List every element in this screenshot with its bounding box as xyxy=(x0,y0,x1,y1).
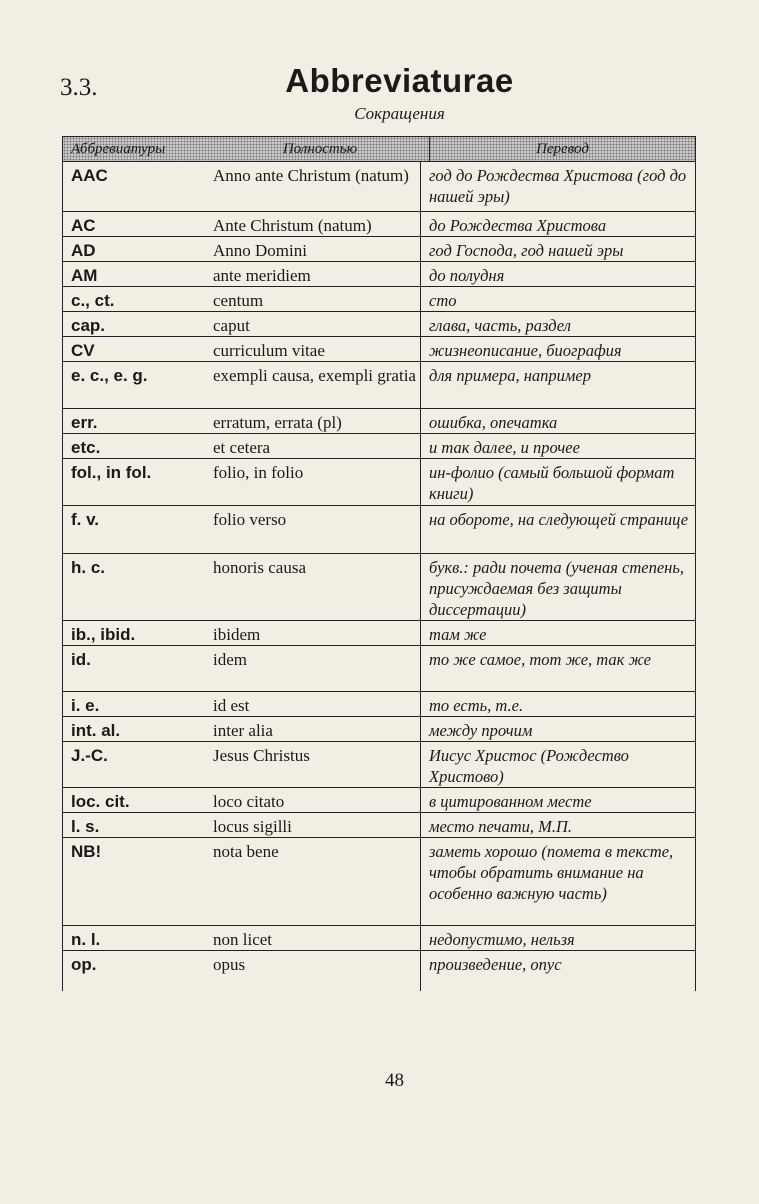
table-row xyxy=(63,459,695,506)
abbreviation-cell: AC xyxy=(71,216,96,235)
table-row xyxy=(63,506,695,554)
full-form-cell: nota bene xyxy=(203,838,421,925)
abbreviation-cell: AAC xyxy=(71,166,108,185)
header-full-form: Полностью xyxy=(211,137,430,161)
table-row xyxy=(63,742,695,788)
translation-cell: сто xyxy=(429,291,457,310)
page-title: Abbreviaturae xyxy=(285,62,514,99)
full-form-cell: idem xyxy=(203,646,421,691)
full-form-cell: honoris causa xyxy=(203,554,421,620)
abbreviation-cell: h. c. xyxy=(71,558,106,577)
header-translation: Перевод xyxy=(536,141,589,157)
translation-cell: ошибка, опечатка xyxy=(429,413,558,432)
full-form-cell: Jesus Christus xyxy=(203,742,421,787)
table-row xyxy=(63,646,695,692)
translation-cell: то же самое, тот же, так же xyxy=(429,650,651,669)
abbreviation-cell: i. e. xyxy=(71,696,100,715)
translation-cell: год до Рождества Христова (год до нашей эры) xyxy=(429,166,687,206)
translation-cell: глава, часть, раздел xyxy=(429,316,571,335)
translation-cell: жизнеописание, биография xyxy=(429,341,622,360)
header-abbreviations: Аббревиатуры xyxy=(71,141,166,157)
page-subtitle: Сокращения xyxy=(354,104,445,123)
translation-cell: место печати, М.П. xyxy=(429,817,573,836)
table-row xyxy=(63,813,695,838)
abbreviation-cell: c., ct. xyxy=(71,291,115,310)
table-row xyxy=(63,692,695,717)
abbreviation-cell: int. al. xyxy=(71,721,121,740)
table-row xyxy=(63,237,695,262)
abbreviation-cell: AM xyxy=(71,266,98,285)
full-form-cell: et cetera xyxy=(203,434,421,458)
full-form-cell: erratum, errata (pl) xyxy=(203,409,421,433)
full-form-cell: locus sigilli xyxy=(203,813,421,837)
table-row xyxy=(63,287,695,312)
page-number: 48 xyxy=(385,1070,404,1091)
full-form-cell: Ante Christum (natum) xyxy=(203,212,421,236)
abbreviation-cell: l. s. xyxy=(71,817,100,836)
table-row xyxy=(63,337,695,362)
full-form-cell: folio, in folio xyxy=(203,459,421,505)
translation-cell: букв.: ради почета (ученая степень, присуждаемая без защиты диссертации) xyxy=(429,558,684,619)
table-row xyxy=(63,162,695,212)
table-row xyxy=(63,554,695,621)
section-number: 3.3. xyxy=(60,74,98,101)
translation-cell: год Господа, год нашей эры xyxy=(429,241,624,260)
full-form-cell: opus xyxy=(203,951,421,991)
full-form-cell: folio verso xyxy=(203,506,421,553)
translation-cell: на обороте, на следующей странице xyxy=(429,510,689,529)
abbreviation-cell: loc. cit. xyxy=(71,792,130,811)
abbreviation-cell: AD xyxy=(71,241,96,260)
full-form-cell: ibidem xyxy=(203,621,421,645)
table-row xyxy=(63,926,695,951)
abbreviation-cell: e. c., e. g. xyxy=(71,366,148,385)
translation-cell: ин-фолио (самый большой формат книги) xyxy=(429,463,675,503)
table-row xyxy=(63,717,695,742)
full-form-cell: loco citato xyxy=(203,788,421,812)
full-form-cell: inter alia xyxy=(203,717,421,741)
translation-cell: до Рождества Христова xyxy=(429,216,607,235)
translation-cell: там же xyxy=(429,625,487,644)
full-form-cell: id est xyxy=(203,692,421,716)
abbreviation-cell: f. v. xyxy=(71,510,100,529)
full-form-cell: curriculum vitae xyxy=(203,337,421,361)
full-form-cell: ante meridiem xyxy=(203,262,421,286)
translation-cell: недопустимо, нельзя xyxy=(429,930,575,949)
table-row xyxy=(63,621,695,646)
translation-cell: в цитированном месте xyxy=(429,792,592,811)
table-row xyxy=(63,312,695,337)
abbreviation-cell: id. xyxy=(71,650,91,669)
translation-cell: до полудня xyxy=(429,266,505,285)
translation-cell: между прочим xyxy=(429,721,533,740)
table-body xyxy=(63,162,695,991)
abbreviation-cell: n. l. xyxy=(71,930,101,949)
translation-cell: то есть, т.е. xyxy=(429,696,524,715)
table-row xyxy=(63,409,695,434)
abbreviation-cell: J.-C. xyxy=(71,746,108,765)
abbreviation-cell: ib., ibid. xyxy=(71,625,136,644)
abbreviations-table xyxy=(62,136,696,991)
translation-cell: для примера, например xyxy=(429,366,591,385)
table-row xyxy=(63,362,695,409)
table-row xyxy=(63,212,695,237)
table-row xyxy=(63,951,695,991)
translation-cell: произведение, опус xyxy=(429,955,562,974)
full-form-cell: exempli causa, exempli gratia xyxy=(203,362,421,408)
abbreviation-cell: NB! xyxy=(71,842,102,861)
translation-cell: заметь хорошо (помета в тексте, чтобы обратить внимание на особенно важную часть) xyxy=(429,842,674,903)
translation-cell: и так далее, и прочее xyxy=(429,438,580,457)
table-row xyxy=(63,262,695,287)
abbreviation-cell: CV xyxy=(71,341,95,360)
full-form-cell: centum xyxy=(203,287,421,311)
table-row xyxy=(63,838,695,926)
full-form-cell: caput xyxy=(203,312,421,336)
abbreviation-cell: etc. xyxy=(71,438,101,457)
full-form-cell: Anno ante Christum (natum) xyxy=(203,162,421,211)
full-form-cell: Anno Domini xyxy=(203,237,421,261)
abbreviation-cell: op. xyxy=(71,955,97,974)
full-form-cell: non licet xyxy=(203,926,421,950)
abbreviation-cell: err. xyxy=(71,413,98,432)
table-row xyxy=(63,788,695,813)
translation-cell: Иисус Христос (Рождество Христово) xyxy=(429,746,629,786)
abbreviation-cell: fol., in fol. xyxy=(71,463,152,482)
table-row xyxy=(63,434,695,459)
table-header xyxy=(63,136,695,162)
abbreviation-cell: cap. xyxy=(71,316,106,335)
